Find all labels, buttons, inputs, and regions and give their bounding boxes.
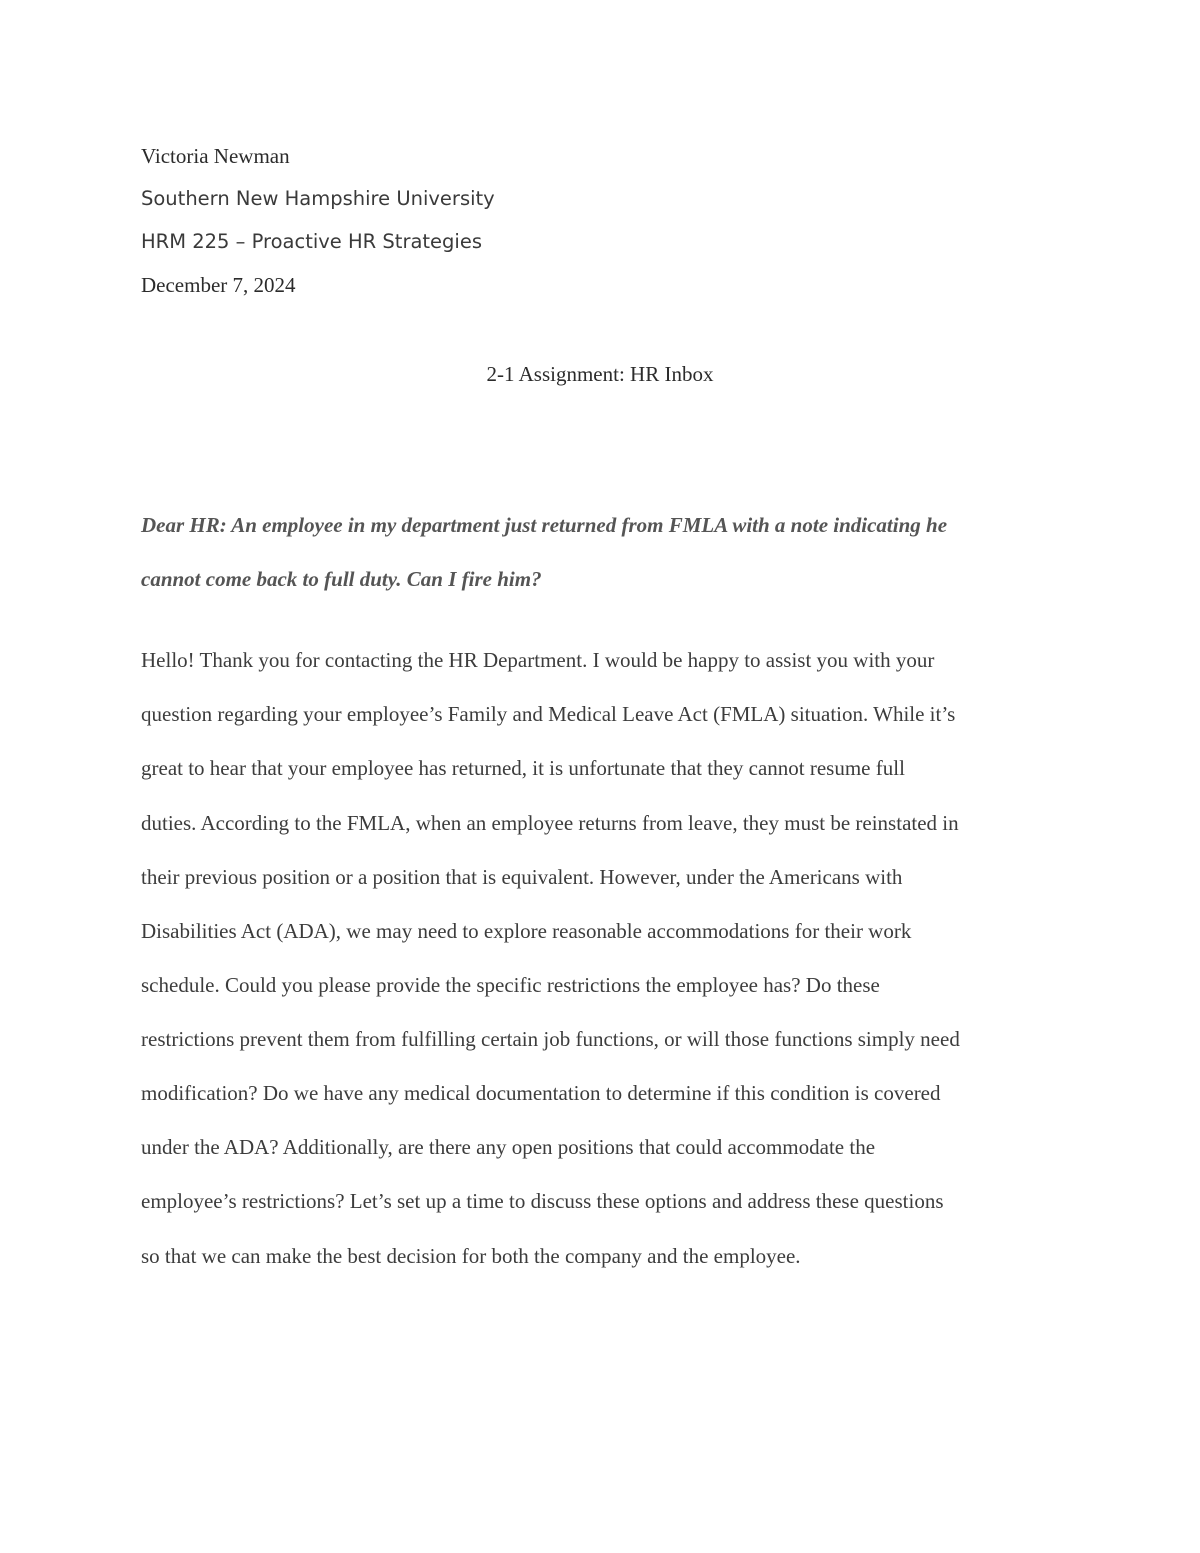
paragraph-line: Disabilities Act (ADA), we may need to explore reasonable accommodations for their work xyxy=(141,919,912,943)
question-line: Dear HR: An employee in my department just returned from FMLA with a note indicating he xyxy=(141,513,948,537)
document-date: December 7, 2024 xyxy=(141,273,296,297)
paragraph-line: restrictions prevent them from fulfilling certain job functions, or will those functions simply need xyxy=(141,1027,960,1051)
paragraph-line: under the ADA? Additionally, are there any open positions that could accommodate the xyxy=(141,1135,876,1159)
paragraph-line: question regarding your employee’s Family and Medical Leave Act (FMLA) situation. While it’s xyxy=(141,702,956,726)
author-name: Victoria Newman xyxy=(141,144,290,168)
paragraph-line: modification? Do we have any medical documentation to determine if this condition is covered xyxy=(141,1081,941,1105)
paragraph-line: great to hear that your employee has returned, it is unfortunate that they cannot resume full xyxy=(141,756,905,780)
paragraph-line: their previous position or a position that is equivalent. However, under the Americans with xyxy=(141,865,903,889)
institution-name: Southern New Hampshire University xyxy=(141,187,495,210)
paragraph-line: duties. According to the FMLA, when an employee returns from leave, they must be reinstated in xyxy=(141,811,959,835)
paragraph-line: Hello! Thank you for contacting the HR Department. I would be happy to assist you with your xyxy=(141,648,935,672)
course-name: HRM 225 – Proactive HR Strategies xyxy=(141,230,483,253)
question-line: cannot come back to full duty. Can I fire him? xyxy=(141,567,542,591)
document-title: 2-1 Assignment: HR Inbox xyxy=(486,362,714,386)
paragraph-line: so that we can make the best decision for both the company and the employee. xyxy=(141,1244,801,1268)
paragraph-line: schedule. Could you please provide the specific restrictions the employee has? Do these xyxy=(141,973,880,997)
paragraph-line: employee’s restrictions? Let’s set up a time to discuss these options and address these questions xyxy=(141,1189,944,1213)
